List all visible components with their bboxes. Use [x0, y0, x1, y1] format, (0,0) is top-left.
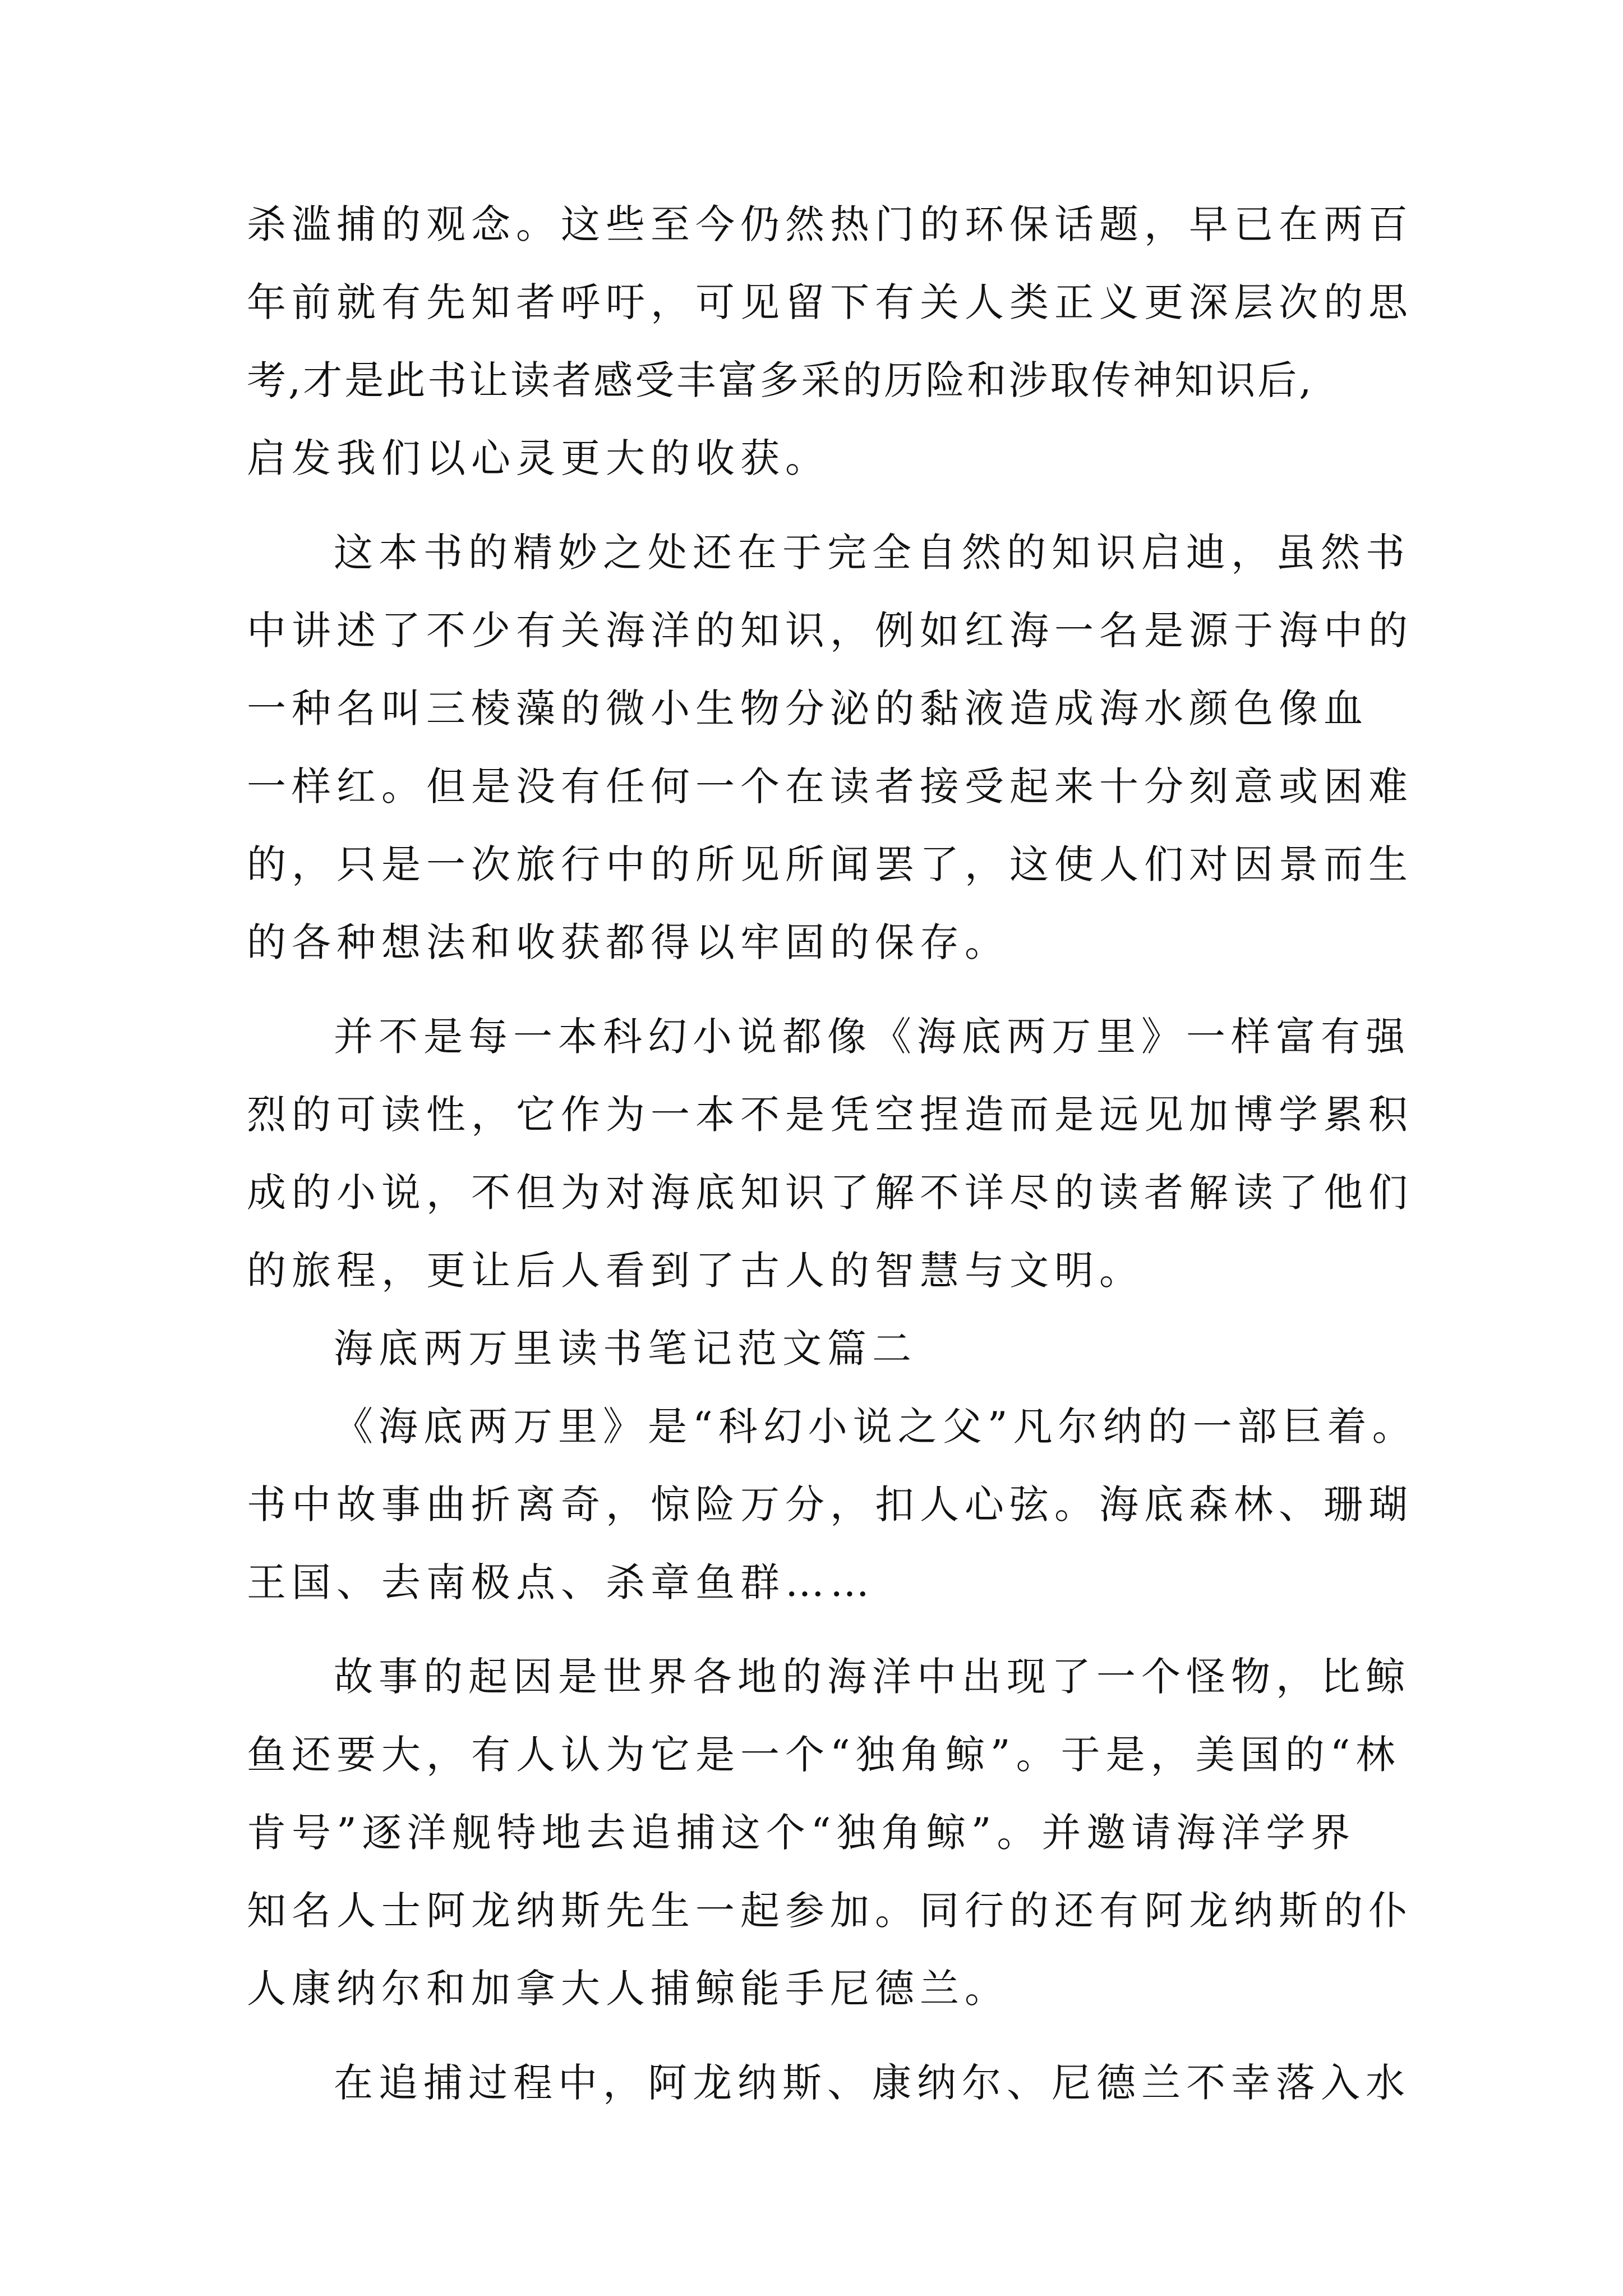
- text-line-13: 成的小说，不但为对海底知识了解不详尽的读者解读了他们: [247, 1170, 1413, 1216]
- paragraph-start-line-16: 《海底两万里》是“科幻小说之父”凡尔纳的一部巨着。: [334, 1404, 1417, 1450]
- text-line-4: 启发我们以心灵更大的收获。: [247, 435, 830, 481]
- text-line-18: 王国、去南极点、杀章鱼群……: [247, 1559, 875, 1605]
- text-line-6: 中讲述了不少有关海洋的知识，例如红海一名是源于海中的: [247, 608, 1413, 654]
- text-line-17: 书中故事曲折离奇，惊险万分，扣人心弦。海底森林、珊瑚: [247, 1481, 1413, 1527]
- text-line-23: 人康纳尔和加拿大人捕鲸能手尼德兰。: [247, 1966, 1009, 2012]
- paragraph-start-line-19: 故事的起因是世界各地的海洋中出现了一个怪物，比鲸: [334, 1654, 1410, 1700]
- text-line-20: 鱼还要大，有人认为它是一个“独角鲸”。于是，美国的“林: [247, 1732, 1401, 1778]
- paragraph-start-line-5: 这本书的精妙之处还在于完全自然的知识启迪，虽然书: [334, 530, 1410, 576]
- text-line-8: 一样红。但是没有任何一个在读者接受起来十分刻意或困难: [247, 763, 1413, 809]
- text-line-1: 杀滥捕的观念。这些至今仍然热门的环保话题，早已在两百: [247, 201, 1413, 247]
- text-line-12: 烈的可读性，它作为一本不是凭空捏造而是远见加博学累积: [247, 1092, 1413, 1138]
- section-heading: 海底两万里读书笔记范文篇二: [334, 1326, 917, 1372]
- paragraph-start-line-11: 并不是每一本科幻小说都像《海底两万里》一样富有强: [334, 1014, 1410, 1060]
- text-line-10: 的各种想法和收获都得以牢固的保存。: [247, 919, 1009, 965]
- text-line-14: 的旅程，更让后人看到了古人的智慧与文明。: [247, 1248, 1144, 1294]
- text-line-3: 考,才是此书让读者感受丰富多采的历险和涉取传神知识后,: [247, 357, 1314, 403]
- text-line-7: 一种名叫三棱藻的微小生物分泌的黏液造成海水颜色像血: [247, 685, 1368, 731]
- text-line-9: 的，只是一次旅行中的所见所闻罢了，这使人们对因景而生: [247, 841, 1413, 887]
- text-line-22: 知名人士阿龙纳斯先生一起参加。同行的还有阿龙纳斯的仆: [247, 1888, 1413, 1934]
- text-line-2: 年前就有先知者呼吁，可见留下有关人类正义更深层次的思: [247, 279, 1413, 325]
- text-line-21: 肯号”逐洋舰特地去追捕这个“独角鲸”。并邀请海洋学界: [247, 1810, 1356, 1856]
- paragraph-start-line-24: 在追捕过程中，阿龙纳斯、康纳尔、尼德兰不幸落入水: [334, 2060, 1410, 2106]
